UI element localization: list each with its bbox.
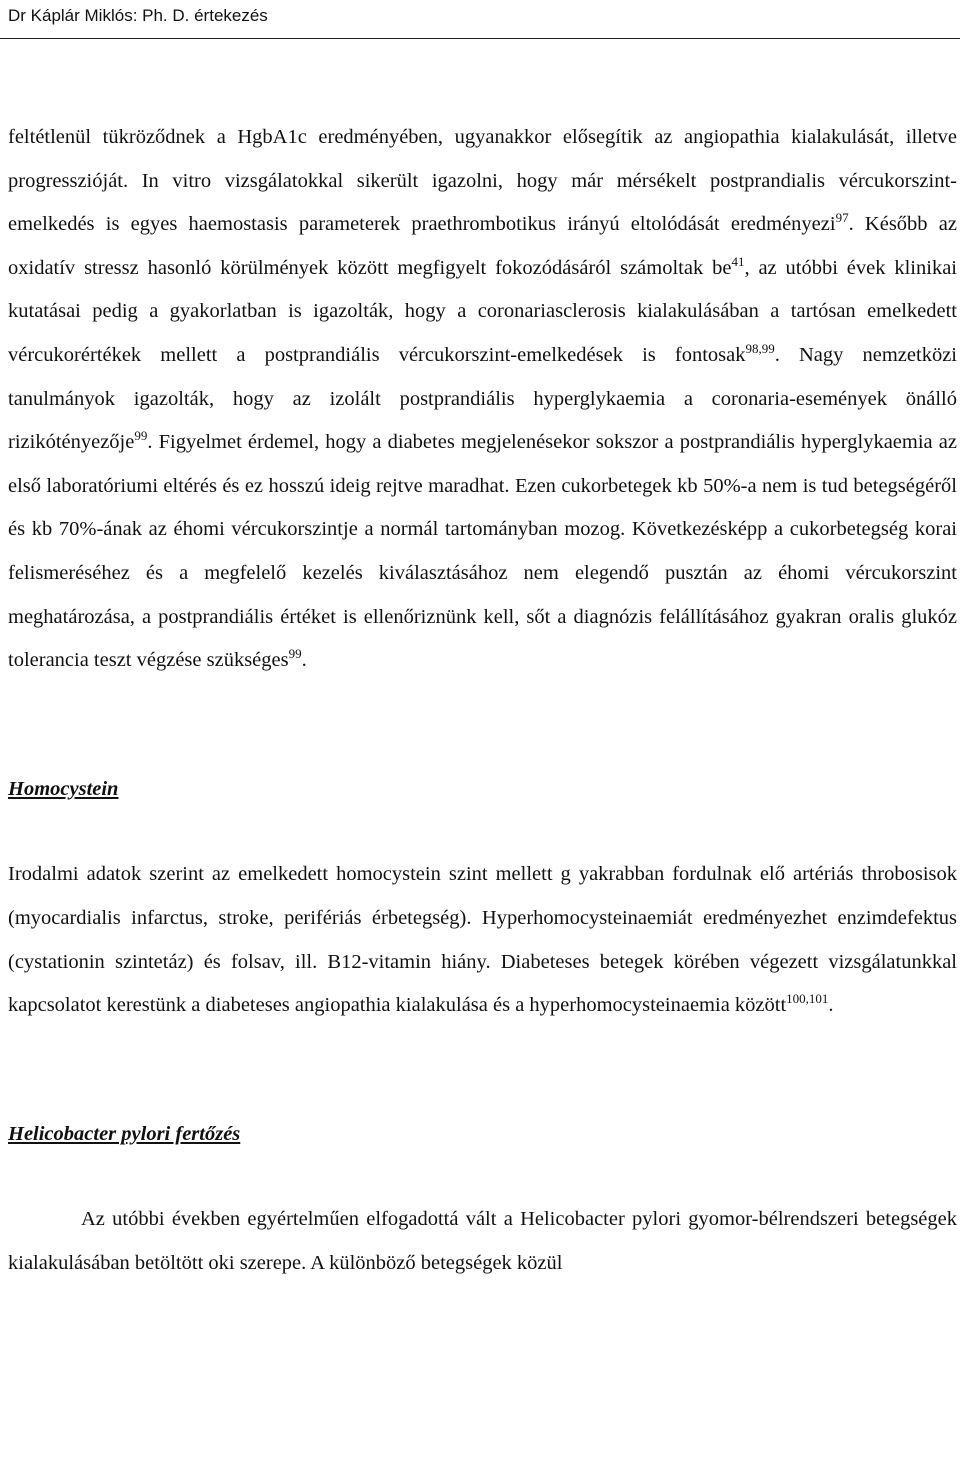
body-text: . Figyelmet érdemel, hogy a diabetes megjelenésekor sokszor a postprandiális hyperglykaemia az első laboratóriumi eltérés és ez hosszú ideig rejtve maradhat. Ezen cukorbetegek kb 50%-a nem is tud betegségéről és kb 70%-ának az éhomi vércukorszintje a normál tartományban mozog. Következésképp a cukorbetegség korai felismeréséhez és a megfelelő kezelés kiválasztásához nem elegendő pusztán az éhomi vércukorszint meghatározása, a postprandiális értéket is ellenőriznünk kell, sőt a diagnózis felállításához gyakran oralis glukóz tolerancia teszt végzése szükséges [8,431,957,672]
paragraph-homocystein [8,853,957,1027]
body-text: . [301,649,307,672]
paragraph-helicobacter [8,1198,957,1285]
paragraph-postprandial [8,116,957,683]
body-text: , az utóbbi évek klinikai kutatásai pedig a gyakorlatban is igazolták, hogy a coronariasclerosis kialakulásában a tartósan emelkedett vércukorértékek mellett a postprandiális vércukorszint-emelkedések is fontosak [8,256,957,366]
body-text: . Nagy nemzetközi tanulmányok igazolták, hogy az izolált postprandiális hyperglykaemia a coronaria-események önálló rizikótényezője [8,343,957,454]
section-heading-helicobacter: Helicobacter pylori fertőzés [8,1122,241,1145]
running-header: Dr Káplár Miklós: Ph. D. értekezés [8,6,268,25]
body-text: . Később az oxidatív stressz hasonló körülmények között megfigyelt fokozódásáról számoltak be [8,213,957,279]
body-text: Az utóbbi években egyértelműen elfogadottá vált a Helicobacter pylori gyomor-bélrendszeri betegségek kialakulásában betöltött oki szerepe. A különböző betegségek közül [8,1208,957,1274]
body-text: Irodalmi adatok szerint az emelkedett homocystein szint mellett g yakrabban fordulnak elő artériás throbosisok (myocardialis infarctus, stroke, perifériás érbetegség). Hyperhomocysteinaemiát eredményezhet enzimdefektus (cystationin szintetáz) és folsav, ill. B12-vitamin hiány. Diabeteses betegek körében végezett vizsgálatunkkal kapcsolatot kerestünk a diabeteses angiopathia kialakulása és a hyperhomocysteinaemia között [8,863,957,1017]
body-text: . [828,994,834,1017]
body-text: feltétlenül tükröződnek a HgbA1c eredményében, ugyanakkor elősegítik az angiopathia kialakulását, illetve progresszióját. In vitro vizsgálatokkal sikerült igazolni, hogy már mérsékelt postprandialis vércukorszint-emelkedés is egyes haemostasis parameterek praethrombotikus irányú eltolódását eredményezi [8,126,957,236]
section-heading-homocystein: Homocystein [8,777,119,800]
citation-ref: 99 [288,646,302,662]
citation-ref: 41 [731,253,745,269]
header-rule [0,38,960,39]
citation-ref: 99 [134,428,148,444]
document-body [8,116,957,1285]
citation-ref: 97 [835,210,849,226]
citation-ref: 98,99 [745,340,775,356]
citation-ref: 100,101 [786,991,829,1007]
